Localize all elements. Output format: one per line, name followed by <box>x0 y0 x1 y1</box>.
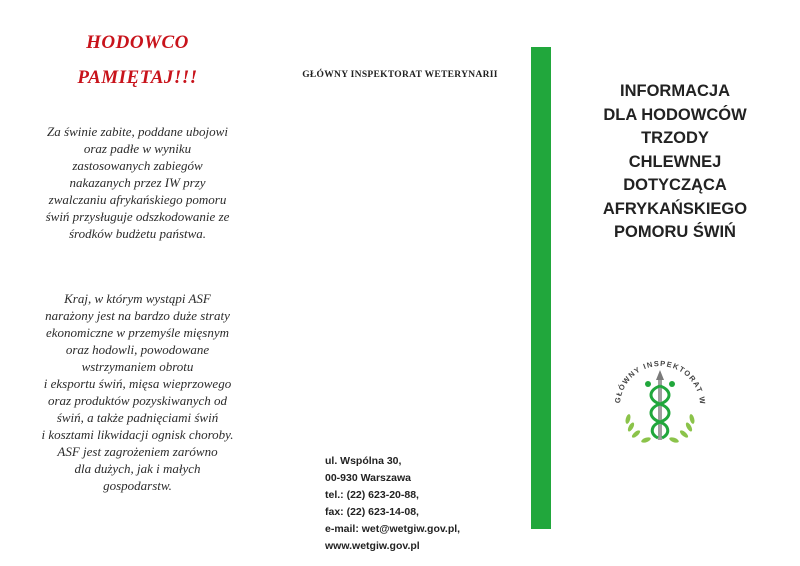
paragraph-line: oraz hodowli, powodowane <box>65 342 210 357</box>
contact-address: ul. Wspólna 30, <box>325 455 402 467</box>
inspectorate-logo <box>606 356 714 456</box>
contact-city: 00-930 Warszawa <box>325 472 411 484</box>
paragraph-line: gospodarstw. <box>103 478 172 493</box>
heading-line: POMORU ŚWIŃ <box>614 223 736 241</box>
paragraph-line: oraz padłe w wyniku <box>83 141 192 156</box>
heading-line: DLA HODOWCÓW <box>603 105 747 124</box>
paragraph-line: zastosowanych zabiegów <box>72 158 203 173</box>
caduceus-emblem-icon <box>606 356 714 456</box>
paragraph-line: środków budżetu państwa. <box>68 226 207 241</box>
paragraph-line: narażony jest na bardzo duże straty <box>45 308 230 323</box>
compensation-paragraph <box>10 123 265 242</box>
heading-line: TRZODY <box>641 129 709 147</box>
paragraph-line: i eksportu świń, mięsa wieprzowego <box>43 376 232 391</box>
cover-heading <box>550 80 800 245</box>
contact-fax: fax: (22) 623-14-08, <box>325 506 419 518</box>
paragraph-line: Kraj, w którym wystąpi ASF <box>64 291 211 306</box>
paragraph-line: i kosztami likwidacji ognisk choroby. <box>41 427 234 442</box>
paragraph-line: wstrzymaniem obrotu <box>81 359 194 374</box>
paragraph-line: oraz produktów pozyskiwanych od <box>48 393 227 408</box>
contact-email: e-mail: wet@wetgiw.gov.pl, <box>325 523 461 535</box>
heading-line: INFORMACJA <box>620 82 730 100</box>
title-line-2: PAMIĘTAJ!!! <box>77 67 198 88</box>
paragraph-line: Za świnie zabite, poddane ubojowi <box>47 124 228 139</box>
paragraph-line: dla dużych, jak i małych <box>74 461 201 476</box>
paragraph-line: świń, a także padnięciami świń <box>56 410 219 425</box>
heading-line: AFRYKAŃSKIEGO <box>602 199 748 218</box>
heading-line: CHLEWNEJ <box>628 152 722 171</box>
heading-line: DOTYCZĄCA <box>623 176 727 194</box>
paragraph-line: ekonomiczne w przemyśle mięsnym <box>45 325 230 340</box>
middle-panel <box>275 0 525 566</box>
paragraph-line: świń przysługuje odszkodowanie ze <box>45 209 230 224</box>
paragraph-line: nakazanych przez IW przy <box>69 175 206 190</box>
agency-name: GŁÓWNY INSPEKTORAT WETERYNARII <box>302 70 498 80</box>
title-line-1: HODOWCO <box>86 32 189 53</box>
contact-phone: tel.: (22) 623-20-88, <box>325 489 419 501</box>
left-panel <box>0 0 275 566</box>
paragraph-line: zwalczaniu afrykańskiego pomoru <box>48 192 227 207</box>
paragraph-line: ASF jest zagrożeniem zarówno <box>57 444 218 459</box>
contact-block <box>325 453 460 555</box>
economic-losses-paragraph <box>10 290 265 494</box>
logo-circular-text: GŁÓWNY INSPEKTORAT W <box>613 358 708 406</box>
contact-website: www.wetgiw.gov.pl <box>325 540 420 552</box>
